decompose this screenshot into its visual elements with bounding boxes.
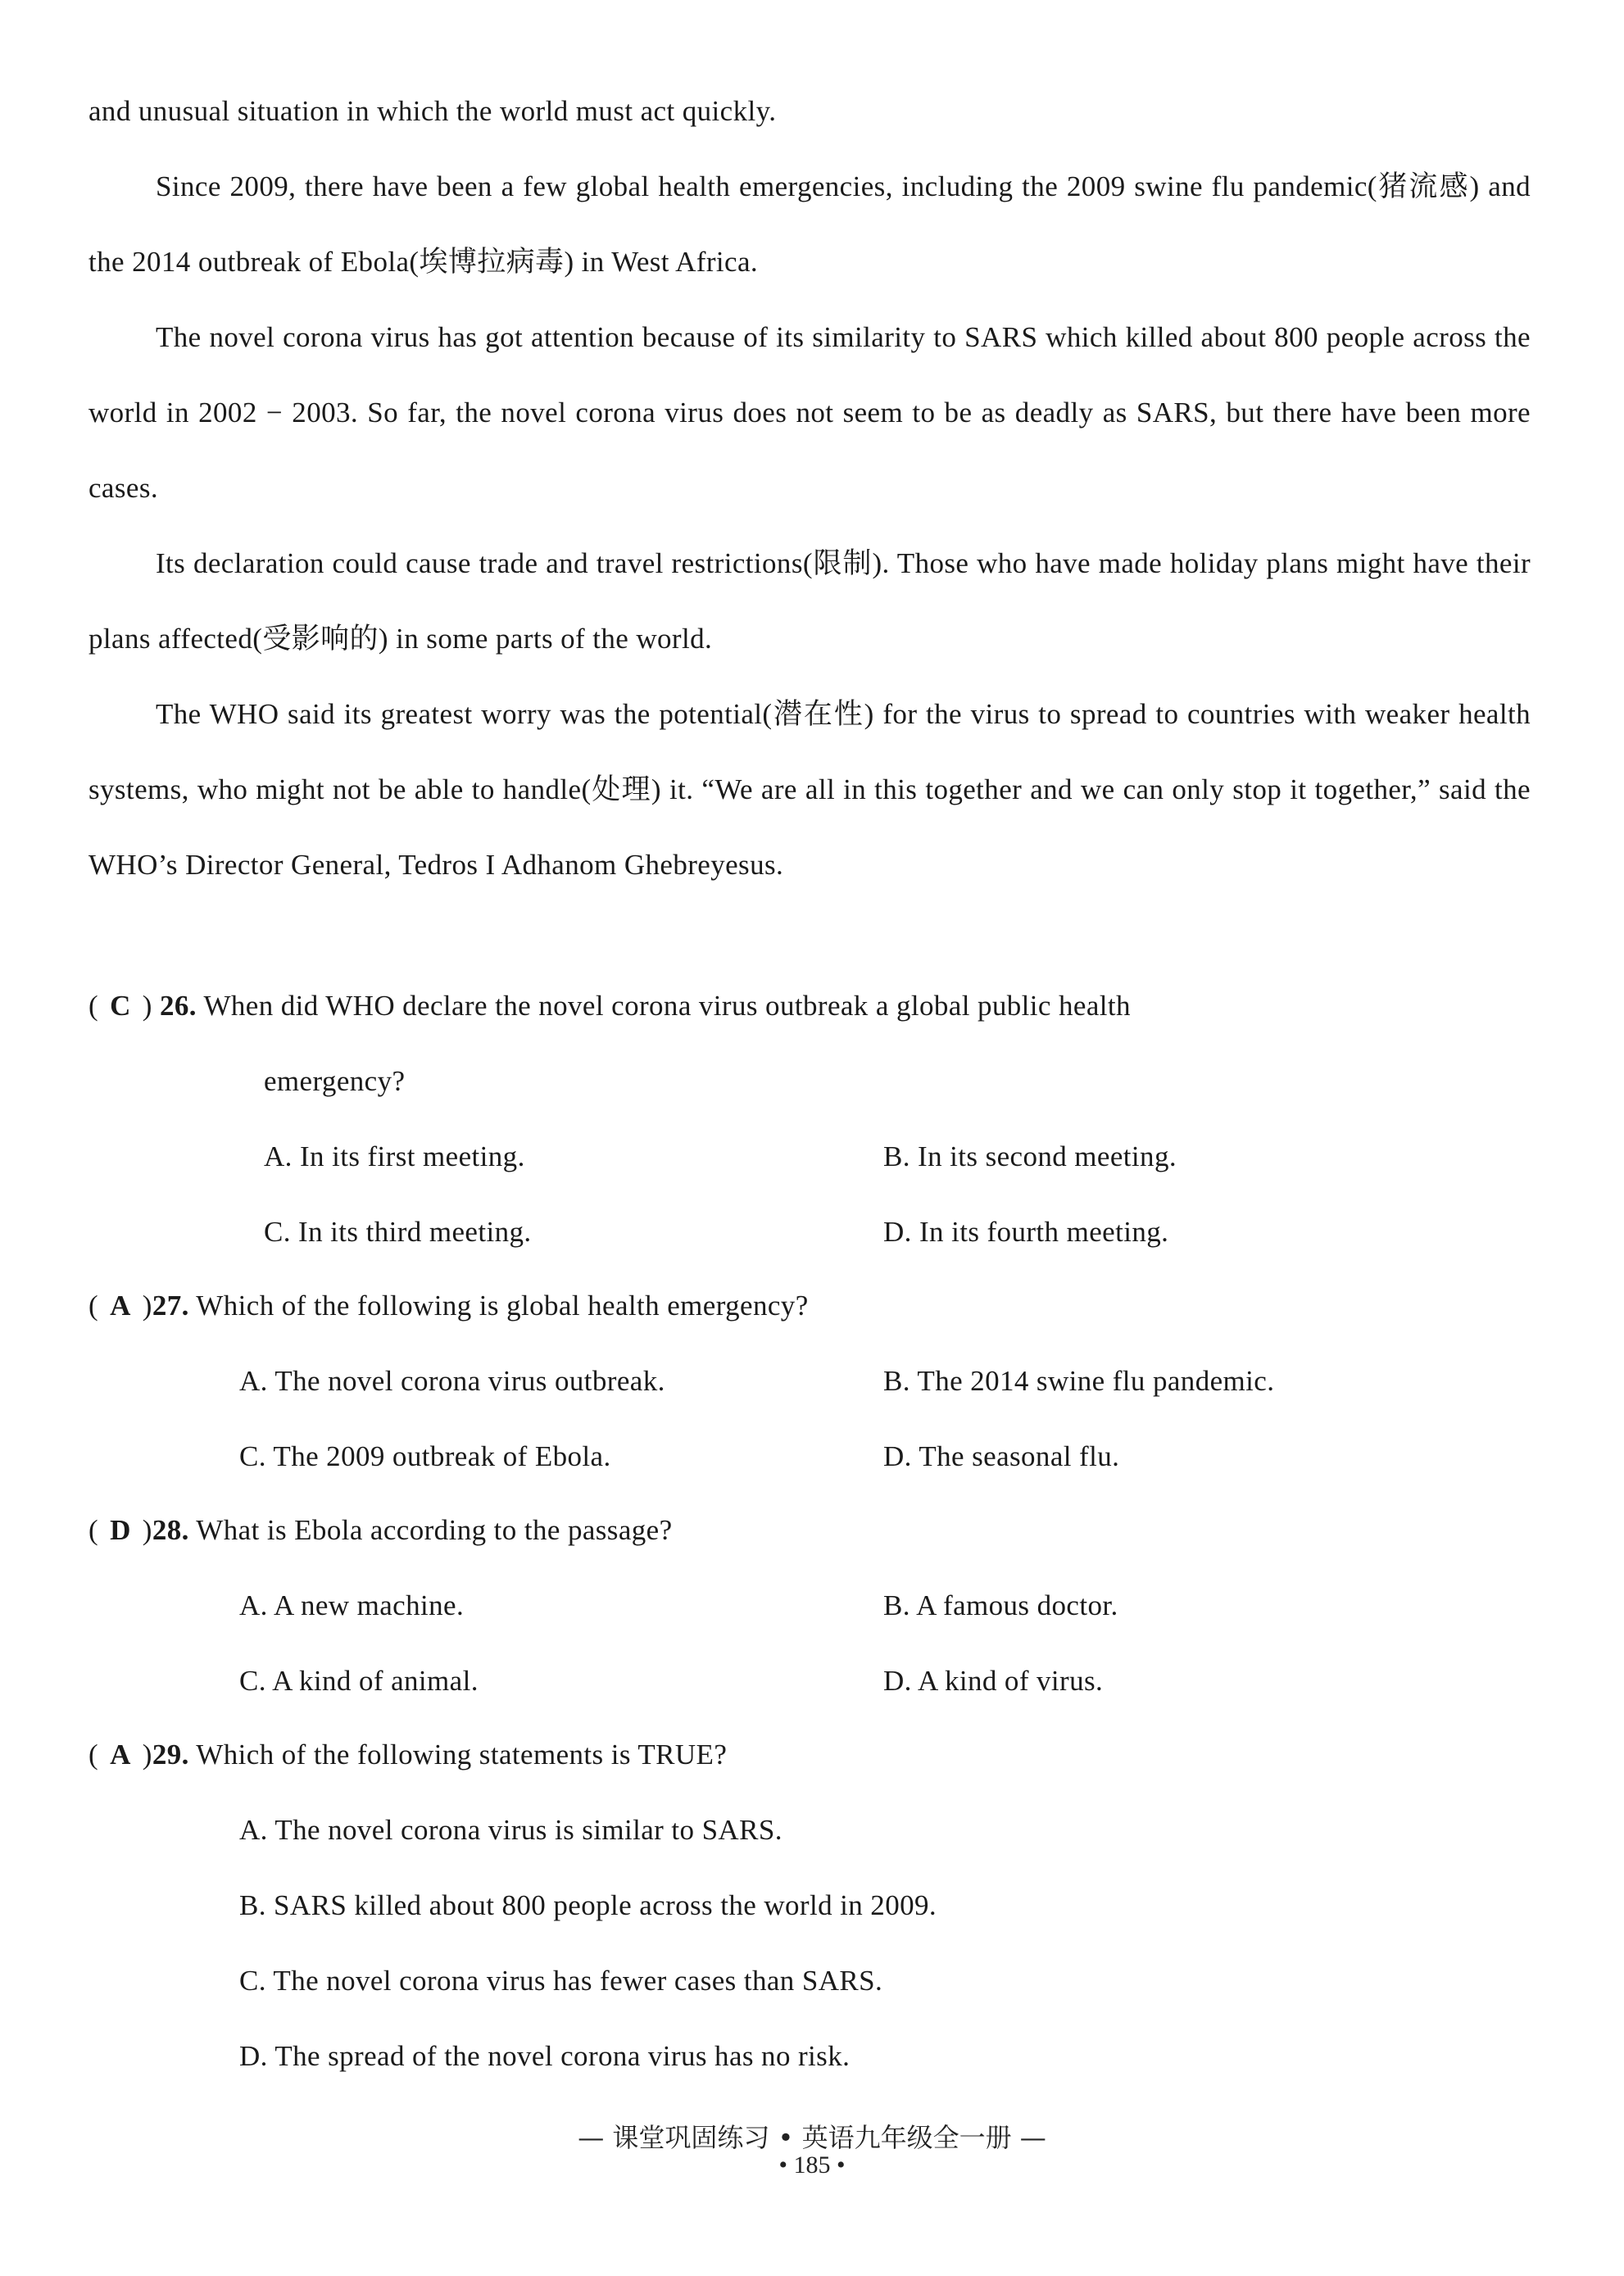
question-29-option-b: B. SARS killed about 800 people across the world in 2009. bbox=[239, 1889, 937, 1921]
answer-letter: C bbox=[110, 990, 131, 1022]
question-26-option-c: C. In its third meeting. bbox=[264, 1216, 532, 1248]
question-26 bbox=[88, 968, 1531, 1044]
question-29-option-c: C. The novel corona virus has fewer cases than SARS. bbox=[239, 1965, 883, 1997]
question-27-option-d: D. The seasonal flu. bbox=[883, 1440, 1120, 1472]
question-stem: Which of the following statements is TRUE? bbox=[196, 1739, 728, 1770]
question-26-stem-continuation: emergency? bbox=[264, 1065, 406, 1097]
passage-paragraph-3: The novel corona virus has got attention because of its similarity to SARS which killed about 800 people across the world in 2002 − 2003. So far, the novel corona virus does not seem to be as deadly as SARS, but there have been more cases. bbox=[88, 321, 1531, 504]
answer-letter: D bbox=[110, 1514, 131, 1546]
question-28 bbox=[88, 1493, 1531, 1568]
answer-bracket: ( C ) bbox=[88, 990, 152, 1022]
question-27-option-b: B. The 2014 swine flu pandemic. bbox=[883, 1365, 1275, 1397]
question-26-option-a: A. In its first meeting. bbox=[264, 1140, 525, 1172]
question-27 bbox=[88, 1268, 1531, 1344]
question-29-option-a: A. The novel corona virus is similar to SARS. bbox=[239, 1814, 783, 1846]
question-28-option-d: D. A kind of virus. bbox=[883, 1665, 1104, 1697]
question-29-option-d: D. The spread of the novel corona virus has no risk. bbox=[239, 2040, 851, 2072]
page-number: • 185 • bbox=[778, 2151, 846, 2179]
question-29 bbox=[88, 1717, 1531, 1793]
answer-bracket: ( A ) bbox=[88, 1739, 152, 1770]
answer-bracket: ( A ) bbox=[88, 1290, 152, 1322]
question-number: 28. bbox=[152, 1514, 189, 1546]
question-28-option-c: C. A kind of animal. bbox=[239, 1665, 479, 1697]
question-stem: What is Ebola according to the passage? bbox=[196, 1514, 673, 1546]
question-number: 27. bbox=[152, 1290, 189, 1322]
passage-paragraph-1: and unusual situation in which the world must act quickly. bbox=[88, 95, 777, 127]
answer-letter: A bbox=[110, 1290, 131, 1322]
question-27-option-c: C. The 2009 outbreak of Ebola. bbox=[239, 1440, 611, 1472]
footer-title: — 课堂巩固练习 • 英语九年级全一册 — bbox=[578, 2122, 1046, 2153]
passage-paragraph-4: Its declaration could cause trade and travel restrictions(限制). Those who have made holiday plans might have their plans affected(受影响的) in some parts of the world. bbox=[88, 547, 1531, 655]
question-27-option-a: A. The novel corona virus outbreak. bbox=[239, 1365, 665, 1397]
passage-paragraph-5: The WHO said its greatest worry was the potential(潜在性) for the virus to spread to countries with weaker health systems, who might not be able to handle(处理) it. “We are all in this together and we can only stop it together,” said the WHO’s Director General, Tedros I Adhanom Ghebreyesus. bbox=[88, 698, 1531, 881]
question-28-option-a: A. A new machine. bbox=[239, 1589, 465, 1621]
question-26-option-b: B. In its second meeting. bbox=[883, 1140, 1177, 1172]
answer-bracket: ( D ) bbox=[88, 1514, 152, 1546]
question-28-option-b: B. A famous doctor. bbox=[883, 1589, 1118, 1621]
question-number: 29. bbox=[152, 1739, 189, 1770]
question-stem: When did WHO declare the novel corona virus outbreak a global public health bbox=[203, 990, 1131, 1022]
question-stem: Which of the following is global health emergency? bbox=[196, 1290, 809, 1322]
question-number: 26. bbox=[159, 990, 197, 1022]
passage-paragraph-2: Since 2009, there have been a few global health emergencies, including the 2009 swine flu pandemic(猪流感) and the 2014 outbreak of Ebola(埃博拉病毒) in West Africa. bbox=[88, 170, 1531, 278]
answer-letter: A bbox=[110, 1739, 131, 1770]
question-26-option-d: D. In its fourth meeting. bbox=[883, 1216, 1169, 1248]
